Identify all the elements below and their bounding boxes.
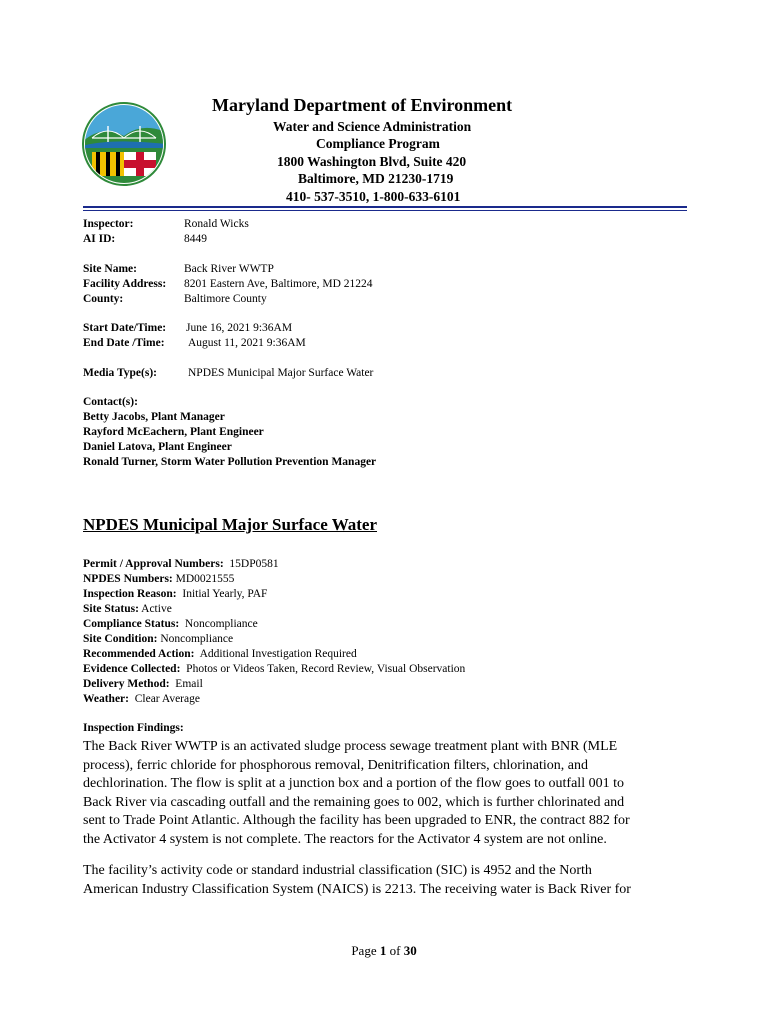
mde-logo — [82, 102, 166, 186]
field-value: Active — [138, 603, 172, 615]
field-row — [83, 618, 258, 630]
field-label: Evidence Collected: — [83, 663, 181, 675]
field-label: NPDES Numbers: — [83, 573, 173, 585]
field-value: Noncompliance — [157, 633, 234, 645]
end-value: August 11, 2021 9:36AM — [188, 337, 306, 349]
field-value: Email — [169, 678, 203, 690]
facility-address-label: Facility Address: — [83, 278, 167, 290]
phone-numbers: 410- 537-3510, 1-800-633-6101 — [286, 189, 461, 204]
text-line: dechlorination. The flow is split at a junction box and a portion of the flow goes to outfall 001 to — [83, 776, 624, 792]
ai-id-label: AI ID: — [83, 233, 116, 245]
field-label: Site Condition: — [83, 633, 158, 645]
header-rule — [83, 206, 687, 208]
address-line-2: Baltimore, MD 21230-1719 — [298, 171, 454, 186]
county-value: Baltimore County — [184, 293, 267, 305]
findings-label: Inspection Findings: — [83, 722, 184, 734]
page-number: 1 — [379, 943, 387, 958]
program-name: Compliance Program — [316, 136, 440, 151]
field-row — [83, 693, 200, 705]
findings-paragraph-1 — [83, 738, 693, 850]
field-value: Noncompliance — [179, 618, 258, 630]
facility-address-value: 8201 Eastern Ave, Baltimore, MD 21224 — [184, 278, 373, 290]
text-line: The facility’s activity code or standard industrial classification (SIC) is 4952 and the North — [83, 863, 592, 878]
contact-item: Betty Jacobs, Plant Manager — [83, 411, 225, 423]
field-row — [83, 573, 234, 585]
field-row — [83, 678, 203, 690]
text-line: sent to Trade Point Atlantic. Although the facility has been upgraded to ENR, the contract 882 for — [83, 813, 630, 829]
county-label: County: — [83, 293, 124, 305]
agency-title: Maryland Department of Environment — [212, 95, 513, 115]
text-line: the Activator 4 system is not complete. The reactors for the Activator 4 system are not online. — [83, 831, 607, 847]
inspector-label: Inspector: — [83, 218, 134, 230]
field-row — [83, 663, 465, 675]
media-label: Media Type(s): — [83, 367, 157, 379]
start-value: June 16, 2021 9:36AM — [186, 322, 293, 334]
text-line: The Back River WWTP is an activated sludge process sewage treatment plant with BNR (MLE — [83, 739, 618, 754]
field-row — [83, 648, 357, 660]
text-line: Back River via cascading outfall and the remaining goes to 002, which is further chlorinated and — [83, 794, 625, 810]
page-word: Page — [351, 943, 377, 958]
contact-item: Daniel Latova, Plant Engineer — [83, 441, 232, 453]
field-value: Photos or Videos Taken, Record Review, Visual Observation — [180, 663, 466, 675]
address-line-1: 1800 Washington Blvd, Suite 420 — [277, 154, 467, 169]
contact-item: Ronald Turner, Storm Water Pollution Prevention Manager — [83, 456, 377, 468]
field-row — [83, 558, 279, 570]
site-name-label: Site Name: — [83, 263, 137, 275]
field-value: MD0021555 — [172, 573, 235, 585]
field-label: Weather: — [83, 693, 129, 705]
field-label: Recommended Action: — [83, 648, 195, 660]
findings-paragraph-2 — [83, 862, 693, 899]
of-word: of — [389, 943, 401, 958]
text-line: process), ferric chloride for phosphorous removal, Denitrification filters, chlorination, and — [83, 757, 589, 773]
field-label: Site Status: — [83, 603, 139, 615]
text-line: American Industry Classification System (NAICS) is 2213. The receiving water is Back River for — [83, 881, 631, 897]
page-total: 30 — [403, 943, 417, 958]
field-label: Permit / Approval Numbers: — [83, 558, 224, 570]
field-label: Inspection Reason: — [83, 588, 177, 600]
field-value: Additional Investigation Required — [194, 648, 357, 660]
field-row — [83, 603, 172, 615]
division-name: Water and Science Administration — [273, 119, 472, 134]
field-value: Clear Average — [128, 693, 200, 705]
header-rule-thin — [83, 210, 687, 211]
field-row — [83, 633, 233, 645]
media-value: NPDES Municipal Major Surface Water — [188, 367, 374, 379]
field-value: 15DP0581 — [223, 558, 279, 570]
ai-id-value: 8449 — [184, 233, 207, 245]
field-label: Compliance Status: — [83, 618, 180, 630]
contact-item: Rayford McEachern, Plant Engineer — [83, 426, 264, 438]
end-label: End Date /Time: — [83, 337, 165, 349]
field-row — [83, 588, 267, 600]
contacts-label: Contact(s): — [83, 396, 138, 408]
page-footer — [0, 943, 768, 959]
field-label: Delivery Method: — [83, 678, 170, 690]
site-name-value: Back River WWTP — [184, 263, 274, 275]
start-label: Start Date/Time: — [83, 322, 167, 334]
field-value: Initial Yearly, PAF — [176, 588, 268, 600]
inspector-value: Ronald Wicks — [184, 218, 249, 230]
section-title: NPDES Municipal Major Surface Water — [83, 515, 378, 534]
